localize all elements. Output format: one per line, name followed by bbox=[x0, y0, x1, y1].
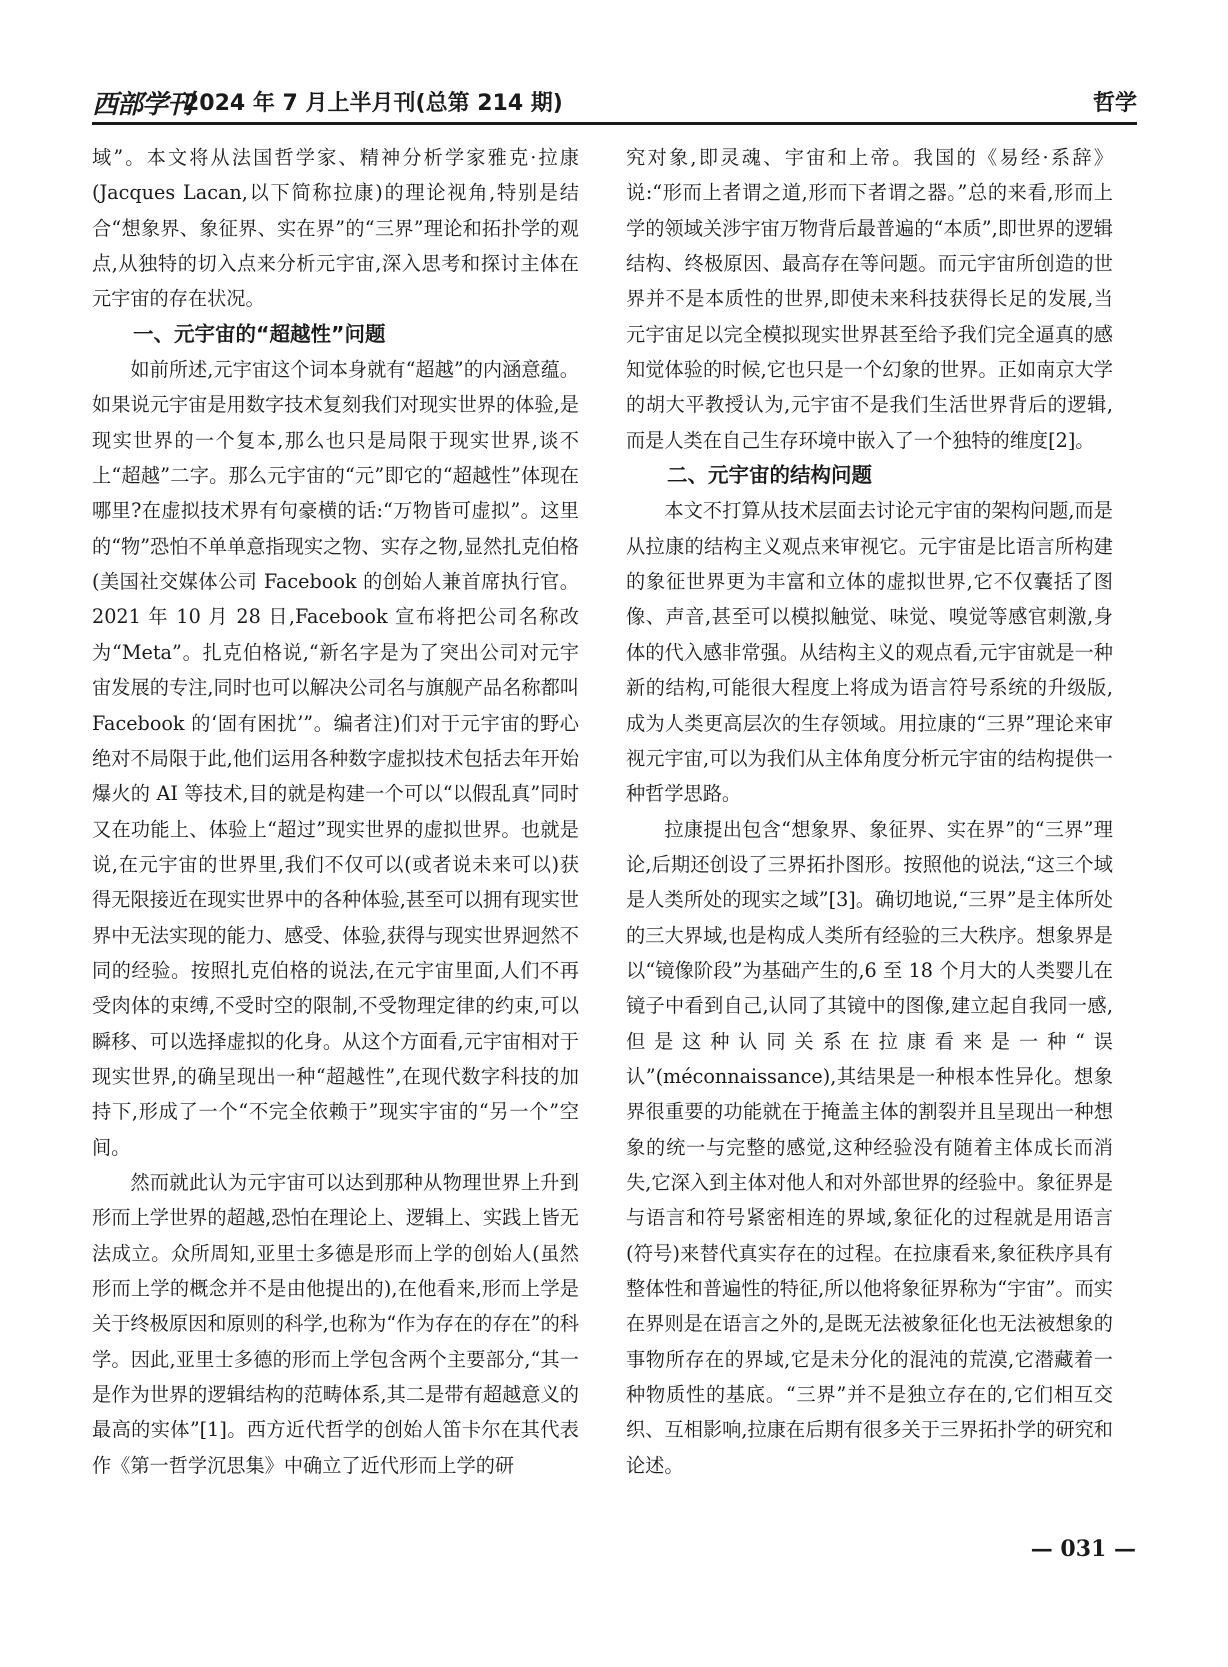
left-column bbox=[92, 140, 579, 1483]
paragraph: 然而就此认为元宇宙可以达到那种从物理世界上升到形而上学世界的超越,恐怕在理论上、逻辑上、实践上皆无法成立。众所周知,亚里士多德是形而上学的创始人(虽然形而上学的概念并不是由他提出的),在他看来,形而上学是关于终极原因和原则的科学,也称为“作为存在的存在”的科学。因此,亚里士多德的形而上学包含两个主要部分,“其一是作为世界的逻辑结构的范畴体系,其二是带有超越意义的最高的实体”[1]。西方近代哲学的创始人笛卡尔在其代表作《第一哲学沉思集》中确立了近代形而上学的研 bbox=[92, 1170, 579, 1477]
paragraph: 如前所述,元宇宙这个词本身就有“超越”的内涵意蕴。如果说元宇宙是用数字技术复刻我们对现实世界的体验,是现实世界的一个复本,那么也只是局限于现实世界,谈不上“超越”二字。那么元宇宙的“元”即它的“超越性”体现在哪里?在虚拟技术界有句豪横的话:“万物皆可虚拟”。这里的“物”恐怕不单单意指现实之物、实存之物,显然扎克伯格(美国社交媒体公司 Facebook 的创始人兼首席执行官。2021 年 10 月 28 日,Facebook 宣布将把公司名称改为“Meta”。扎克伯格说,“新名字是为了突出公司对元宇宙发展的专注,同时也可以解决公司名与旗舰产品名称都叫 Facebook 的‘固有困扰’”。编者注)们对于元宇宙的野心绝对不局限于此,他们运用各种数字虚拟技术包括去年开始爆火的 AI 等技术,目的就是构建一个可以“以假乱真”同时又在功能上、体验上“超过”现实世界的虚拟世界。也就是说,在元宇宙的世界里,我们不仅可以(或者说未来可以)获得无限接近在现实世界中的各种体验,甚至可以拥有现实世界中无法实现的能力、感受、体验,获得与现实世界迥然不同的经验。按照扎克伯格的说法,在元宇宙里面,人们不再受肉体的束缚,不受时空的限制,不受物理定律的约束,可以瞬移、可以选择虚拟的化身。从这个方面看,元宇宙相对于现实世界,的确呈现出一种“超越性”,在现代数字科技的加持下,形成了一个“不完全依赖于”现实宇宙的“另一个”空间。 bbox=[92, 358, 579, 1159]
paragraph: 本文不打算从技术层面去讨论元宇宙的架构问题,而是从拉康的结构主义观点来审视它。元宇宙是比语言所构建的象征世界更为丰富和立体的虚拟世界,它不仅囊括了图像、声音,甚至可以模拟触觉、味觉、嗅觉等感官刺激,身体的代入感非常强。从结构主义的观点看,元宇宙就是一种新的结构,可能很大程度上将成为语言符号系统的升级版,成为人类更高层次的生存领域。用拉康的“三界”理论来审视元宇宙,可以为我们从主体角度分析元宇宙的结构提供一种哲学思路。 bbox=[626, 499, 1113, 806]
section-heading: 一、元宇宙的“超越性”问题 bbox=[133, 321, 386, 346]
journal-logo: 西部学刊 bbox=[92, 90, 193, 120]
section-heading: 二、元宇宙的结构问题 bbox=[667, 463, 872, 488]
page-number: — 031 — bbox=[1030, 1536, 1136, 1562]
issue-info: 2024 年 7 月上半月刊(总第 214 期) bbox=[184, 91, 563, 116]
right-column bbox=[626, 140, 1113, 1483]
section-name: 哲学 bbox=[1092, 91, 1137, 116]
paragraph: 域”。本文将从法国哲学家、精神分析学家雅克·拉康(Jacques Lacan,以下简称拉康)的理论视角,特别是结合“想象界、象征界、实在界”的“三界”理论和拓扑学的观点,从独特的切入点来分析元宇宙,深入思考和探讨主体在元宇宙的存在状况。 bbox=[92, 146, 579, 311]
running-header bbox=[92, 84, 1137, 118]
paragraph: 究对象,即灵魂、宇宙和上帝。我国的《易经·系辞》说:“形而上者谓之道,形而下者谓之器。”总的来看,形而上学的领域关涉宇宙万物背后最普遍的“本质”,即世界的逻辑结构、终极原因、最高存在等问题。而元宇宙所创造的世界并不是本质性的世界,即使未来科技获得长足的发展,当元宇宙足以完全模拟现实世界甚至给予我们完全逼真的感知觉体验的时候,它也只是一个幻象的世界。正如南京大学的胡大平教授认为,元宇宙不是我们生活世界背后的逻辑,而是人类在自己生存环境中嵌入了一个独特的维度[2]。 bbox=[626, 146, 1113, 452]
paragraph: 拉康提出包含“想象界、象征界、实在界”的“三界”理论,后期还创设了三界拓扑图形。按照他的说法,“这三个域是人类所处的现实之域”[3]。确切地说,“三界”是主体所处的三大界域,也是构成人类所有经验的三大秩序。想象界是以“镜像阶段”为基础产生的,6 至 18 个月大的人类婴儿在镜子中看到自己,认同了其镜中的图像,建立起自我同一感,但是这种认同关系在拉康看来是一种“误认”(méconnaissance),其结果是一种根本性异化。想象界很重要的功能就在于掩盖主体的割裂并且呈现出一种想象的统一与完整的感觉,这种经验没有随着主体成长而消失,它深入到主体对他人和对外部世界的经验中。象征界是与语言和符号紧密相连的界域,象征化的过程就是用语言(符号)来替代真实存在的过程。在拉康看来,象征秩序具有整体性和普遍性的特征,所以他将象征界称为“宇宙”。而实在界则是在语言之外的,是既无法被象征化也无法被想象的事物所存在的界域,它是未分化的混沌的荒漠,它潜藏着一种物质性的基底。“三界”并不是独立存在的,它们相互交织、互相影响,拉康在后期有很多关于三界拓扑学的研究和论述。 bbox=[626, 817, 1113, 1477]
header-rule bbox=[92, 122, 1137, 125]
